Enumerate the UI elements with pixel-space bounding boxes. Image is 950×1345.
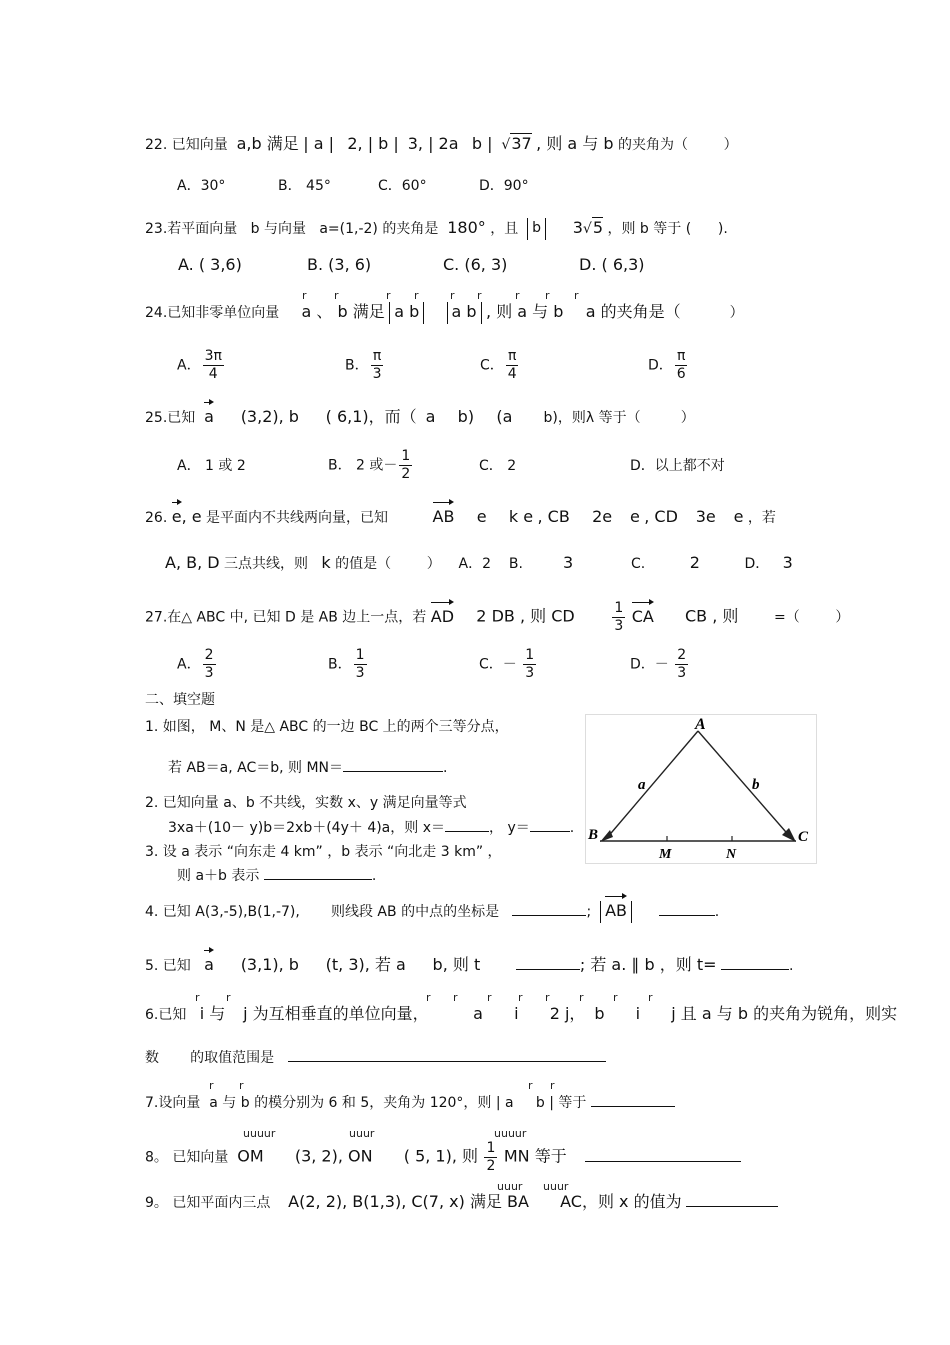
fill-4: 4. 已知 A(3,-5),B(1,-7), 则线段 AB 的中点的坐标是 ; AB .	[145, 901, 719, 923]
q27-option-a: A． $\frac{2}{3}$	[177, 647, 214, 681]
vector-mark: r	[528, 1079, 533, 1092]
fill-2: 2. 已知向量 a、b 不共线，实数 x、y 满足向量等式	[145, 795, 467, 811]
fill-2-line2: 3xa＋(10－ y)b＝2xb＋(4y＋ 4)a，则 x＝ ， y＝ .	[168, 817, 574, 838]
answer-blank[interactable]	[343, 757, 443, 772]
vector-mark: r	[334, 289, 339, 302]
vector-mark: r	[386, 289, 391, 302]
vector-overline-text: uuuur	[494, 1127, 527, 1140]
q22-option-c: C．60°	[378, 178, 427, 194]
triangle-diagram	[586, 715, 816, 863]
answer-blank-y[interactable]	[530, 817, 570, 832]
answer-blank[interactable]	[659, 901, 715, 916]
q25-option-d: D．以上都不对	[630, 458, 725, 474]
fill-7: 7.设向量 a 与 b 的模分别为 6 和 5，夹角为 120°，则 | a b | 等于	[145, 1092, 675, 1113]
vector-mark: r	[414, 289, 419, 302]
vector-overline-text: uuur	[349, 1127, 375, 1140]
question-27: 27.在△ ABC 中, 已知 D 是 AB 边上一点，若 AD 2 DB , 则 CD $\frac{1}{3}$ CA CB , 则 =（ ）	[145, 600, 850, 634]
vector-mark: r	[545, 991, 550, 1004]
point-m-label: M	[659, 847, 672, 862]
q22-option-a: A．30°	[177, 178, 226, 194]
q23-option-c: C. (6, 3)	[443, 255, 508, 274]
vector-overline-text: uuur	[497, 1180, 523, 1193]
vector-mark: r	[579, 991, 584, 1004]
vector-mark: r	[302, 289, 307, 302]
q24-option-a: A． $\frac{3\pi}{4}$	[177, 348, 222, 382]
fill-8: 8。 已知向量 OM (3, 2), ON ( 5, 1), 则 $\frac{1}{2}$ MN 等于	[145, 1140, 741, 1175]
answer-blank[interactable]	[264, 865, 372, 880]
answer-blank-x[interactable]	[445, 817, 489, 832]
q27-option-d: D．－ $\frac{2}{3}$	[630, 647, 687, 681]
vector-mark: r	[518, 991, 523, 1004]
q25-option-b: B． 2 或－ $\frac{1}{2}$	[328, 448, 411, 482]
point-n-label: N	[726, 847, 737, 862]
vector-mark: r	[477, 289, 482, 302]
q23-option-a: A. ( 3,6)	[178, 255, 242, 274]
vector-mark: r	[209, 1079, 214, 1092]
section-title-fill-in: 二、填空题	[145, 692, 215, 708]
q27-option-b: B． $\frac{1}{3}$	[328, 647, 365, 681]
vector-mark: r	[515, 289, 520, 302]
q22-option-b: B． 45°	[278, 178, 331, 194]
vector-mark: r	[613, 991, 618, 1004]
question-26: 26. e, e 是平面内不共线两向量，已知 AB e k e , CB 2e e , CD 3e e ，若	[145, 507, 776, 526]
q24-option-b: B． $\frac{\pi}{3}$	[345, 348, 382, 382]
q24-option-d: D． $\frac{\pi}{6}$	[648, 348, 686, 382]
question-23: 23.若平面向量 b 与向量 a=(1,-2) 的夹角是 180° ，且 b 3√5 ，则 b 等于 ( ).	[145, 217, 728, 240]
answer-blank[interactable]	[288, 1047, 606, 1062]
vector-mark: r	[226, 991, 231, 1004]
q24-option-c: C． $\frac{\pi}{4}$	[480, 348, 517, 382]
side-a-label: a	[638, 777, 646, 793]
answer-blank[interactable]	[512, 901, 586, 916]
answer-blank[interactable]	[591, 1092, 675, 1107]
vector-mark: r	[450, 289, 455, 302]
question-26-line2: A, B, D 三点共线，则 k 的值是（ ） A．2 B. 3 C. 2 D． 3	[165, 553, 793, 572]
fill-9: 9。 已知平面内三点 A(2, 2), B(1,3), C(7, x) 满足 BA AC，则 x 的值为	[145, 1192, 778, 1213]
q25-option-c: C． 2	[479, 458, 517, 474]
vector-mark: r	[453, 991, 458, 1004]
q25-option-a: A． 1 或 2	[177, 458, 246, 474]
fill-6-line2: 数 的取值范围是	[145, 1047, 606, 1068]
vector-overline-text: uuuur	[243, 1127, 276, 1140]
triangle-figure	[585, 714, 817, 864]
fill-3-line2: 则 a＋b 表示 .	[177, 865, 376, 886]
vector-mark: r	[426, 991, 431, 1004]
vector-overline-text: uuur	[543, 1180, 569, 1193]
fill-1-line2: 若 AB＝a, AC＝b, 则 MN＝ .	[168, 757, 447, 778]
fill-5: 5. 已知 a (3,1), b (t, 3), 若 a b, 则 t ; 若 a. ∥ b ，则 t= .	[145, 955, 794, 974]
question-25: 25.已知 a (3,2), b ( 6,1)，而（ a b) (a b)，则λ 等于（ ）	[145, 407, 695, 426]
side-b-label: b	[752, 777, 760, 793]
fill-6: 6.已知 i 与 j 为互相垂直的单位向量， a i 2 j， b i j 且 a 与 b 的夹角为锐角，则实	[145, 1004, 898, 1023]
answer-blank[interactable]	[585, 1147, 741, 1162]
vertex-c-label: C	[798, 829, 809, 845]
vertex-b-label: B	[588, 827, 599, 843]
fill-3: 3. 设 a 表示 “向东走 4 km” ，b 表示 “向北走 3 km” ，	[145, 844, 502, 860]
answer-blank[interactable]	[721, 955, 789, 970]
q23-option-d: D. ( 6,3)	[579, 255, 645, 274]
vector-mark: r	[195, 991, 200, 1004]
question-22: 22. 已知向量 a,b 满足 | a | 2, | b | 3, | 2a b | √37 , 则 a 与 b 的夹角为（ ）	[145, 134, 738, 153]
vector-mark: r	[487, 991, 492, 1004]
vector-mark: r	[545, 289, 550, 302]
vector-mark: r	[550, 1079, 555, 1092]
vector-mark: r	[574, 289, 579, 302]
q23-option-b: B. (3, 6)	[307, 255, 372, 274]
q27-option-c: C．－ $\frac{1}{3}$	[479, 647, 535, 681]
vertex-a-label: A	[695, 716, 706, 733]
q22-option-d: D．90°	[479, 178, 529, 194]
vector-mark: r	[648, 991, 653, 1004]
question-24: 24.已知非零单位向量 a 、 b 满足 a b a b , 则 a 与 b a 的夹角是（ ）	[145, 302, 744, 324]
vector-mark: r	[239, 1079, 244, 1092]
answer-blank[interactable]	[516, 955, 580, 970]
fill-1: 1. 如图， M、N 是△ ABC 的一边 BC 上的两个三等分点，	[145, 719, 509, 735]
answer-blank[interactable]	[686, 1192, 778, 1207]
